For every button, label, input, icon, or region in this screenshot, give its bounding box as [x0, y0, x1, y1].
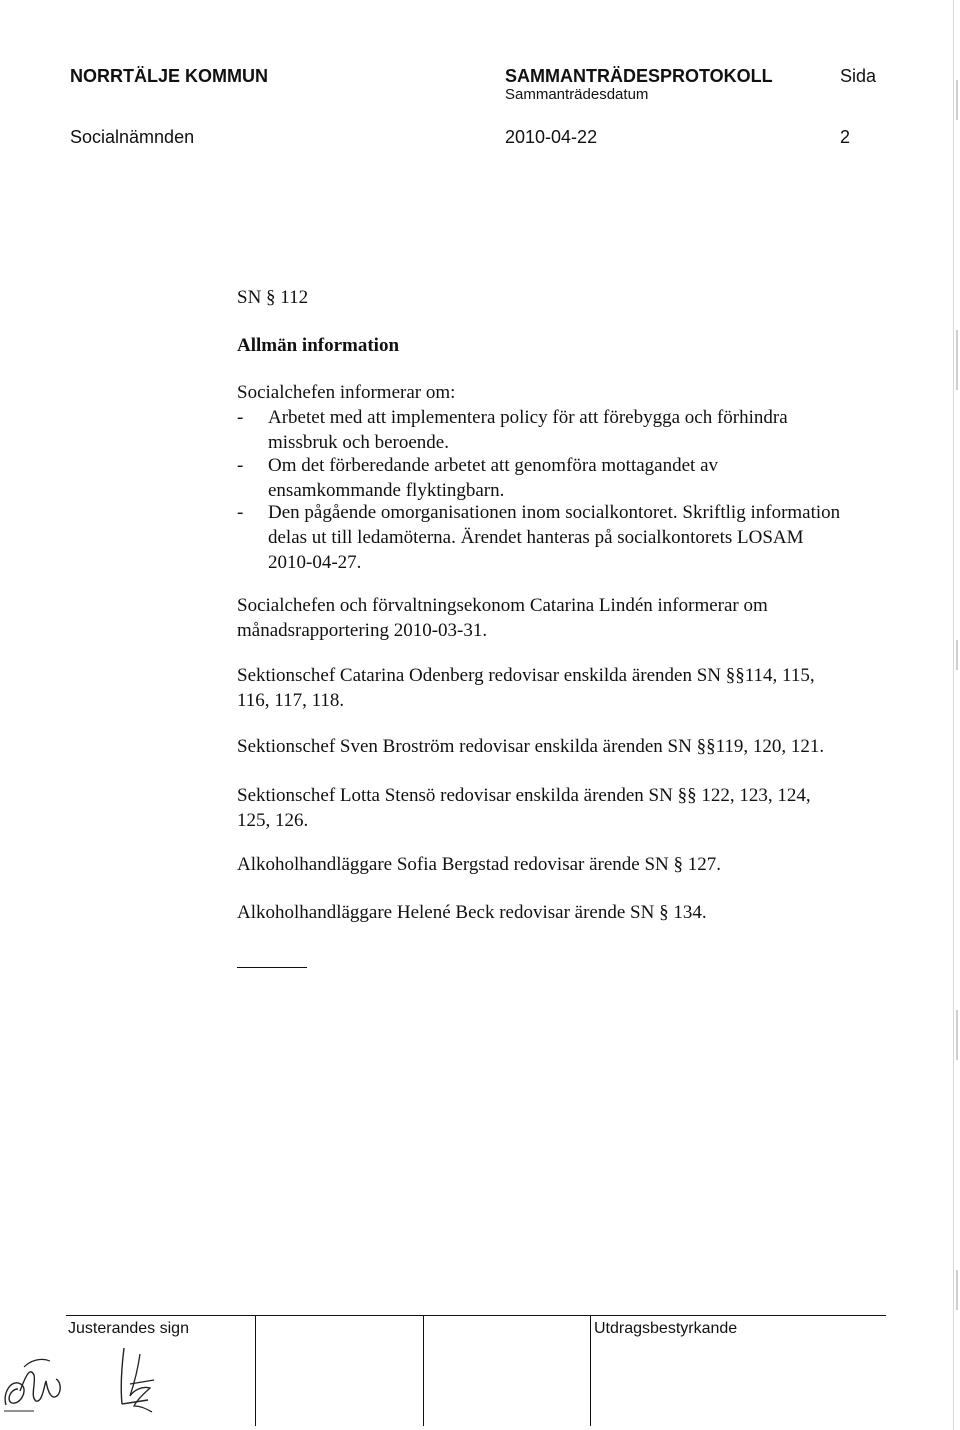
- municipality-name: NORRTÄLJE KOMMUN: [70, 66, 268, 86]
- signature-initials-2: [100, 1340, 170, 1420]
- paragraph-line: 116, 117, 118.: [237, 690, 345, 711]
- section-number: SN § 112: [237, 287, 309, 308]
- list-item-line: Den pågående omorganisationen inom socialkontoret. Skriftlig information: [268, 502, 841, 523]
- utdragsbestyrkande-label: Utdragsbestyrkande: [594, 1320, 738, 1337]
- list-item-line: missbruk och beroende.: [268, 432, 449, 453]
- list-item: [237, 453, 897, 503]
- paragraph-line: Alkoholhandläggare Sofia Bergstad redovisar ärende SN § 127.: [237, 854, 722, 875]
- signature-initials-1: [0, 1345, 70, 1415]
- scan-mark: [956, 1270, 958, 1310]
- paragraph: [237, 593, 887, 643]
- committee-name: Socialnämnden: [70, 127, 195, 147]
- page-number: 2: [840, 127, 851, 147]
- list-item-line: ensamkommande flyktingbarn.: [268, 480, 505, 501]
- paragraph-line: Socialchefen och förvaltningsekonom Catarina Lindén informerar om: [237, 595, 768, 616]
- list-item-line: Om det förberedande arbetet att genomföra mottagandet av: [268, 455, 718, 476]
- footer-divider: [255, 1316, 256, 1426]
- footer-divider: [590, 1316, 591, 1426]
- meeting-date: 2010-04-22: [505, 127, 598, 147]
- scan-mark: [956, 80, 958, 120]
- list-item-line: Arbetet med att implementera policy för att förebygga och förhindra: [268, 407, 788, 428]
- paragraph: [237, 783, 887, 833]
- paragraph: [237, 734, 887, 759]
- meeting-date-label: Sammanträdesdatum: [505, 86, 649, 103]
- list-item: [237, 500, 897, 575]
- scan-mark: [956, 1010, 958, 1060]
- paragraph-line: Sektionschef Catarina Odenberg redovisar enskilda ärenden SN §§114, 115,: [237, 665, 815, 686]
- list-dash: -: [237, 455, 244, 476]
- paragraph: [237, 900, 887, 925]
- list-item-line: 2010-04-27.: [268, 552, 362, 573]
- section-end-rule: [237, 967, 307, 968]
- paragraph-line: månadsrapportering 2010-03-31.: [237, 620, 488, 641]
- paragraph: [237, 663, 887, 713]
- section-intro: Socialchefen informerar om:: [237, 382, 456, 403]
- footer-divider: [423, 1316, 424, 1426]
- scan-edge-line: [953, 0, 954, 1430]
- paragraph-line: Sektionschef Lotta Stensö redovisar enskilda ärenden SN §§ 122, 123, 124,: [237, 785, 811, 806]
- list-item-line: delas ut till ledamöterna. Ärendet hanteras på socialkontorets LOSAM: [268, 527, 804, 548]
- paragraph-line: Sektionschef Sven Broström redovisar enskilda ärenden SN §§119, 120, 121.: [237, 736, 825, 757]
- list-dash: -: [237, 407, 244, 428]
- list-item: [237, 405, 897, 455]
- justerandes-sign-label: Justerandes sign: [68, 1320, 189, 1337]
- section-title: Allmän information: [237, 335, 400, 356]
- footer-top-rule: [66, 1315, 886, 1316]
- scan-mark: [956, 640, 958, 670]
- paragraph-line: 125, 126.: [237, 810, 309, 831]
- scan-mark: [956, 330, 958, 390]
- page-label: Sida: [840, 66, 877, 86]
- list-dash: -: [237, 502, 244, 523]
- paragraph: [237, 852, 887, 877]
- document-type: SAMMANTRÄDESPROTOKOLL: [505, 66, 773, 86]
- paragraph-line: Alkoholhandläggare Helené Beck redovisar ärende SN § 134.: [237, 902, 707, 923]
